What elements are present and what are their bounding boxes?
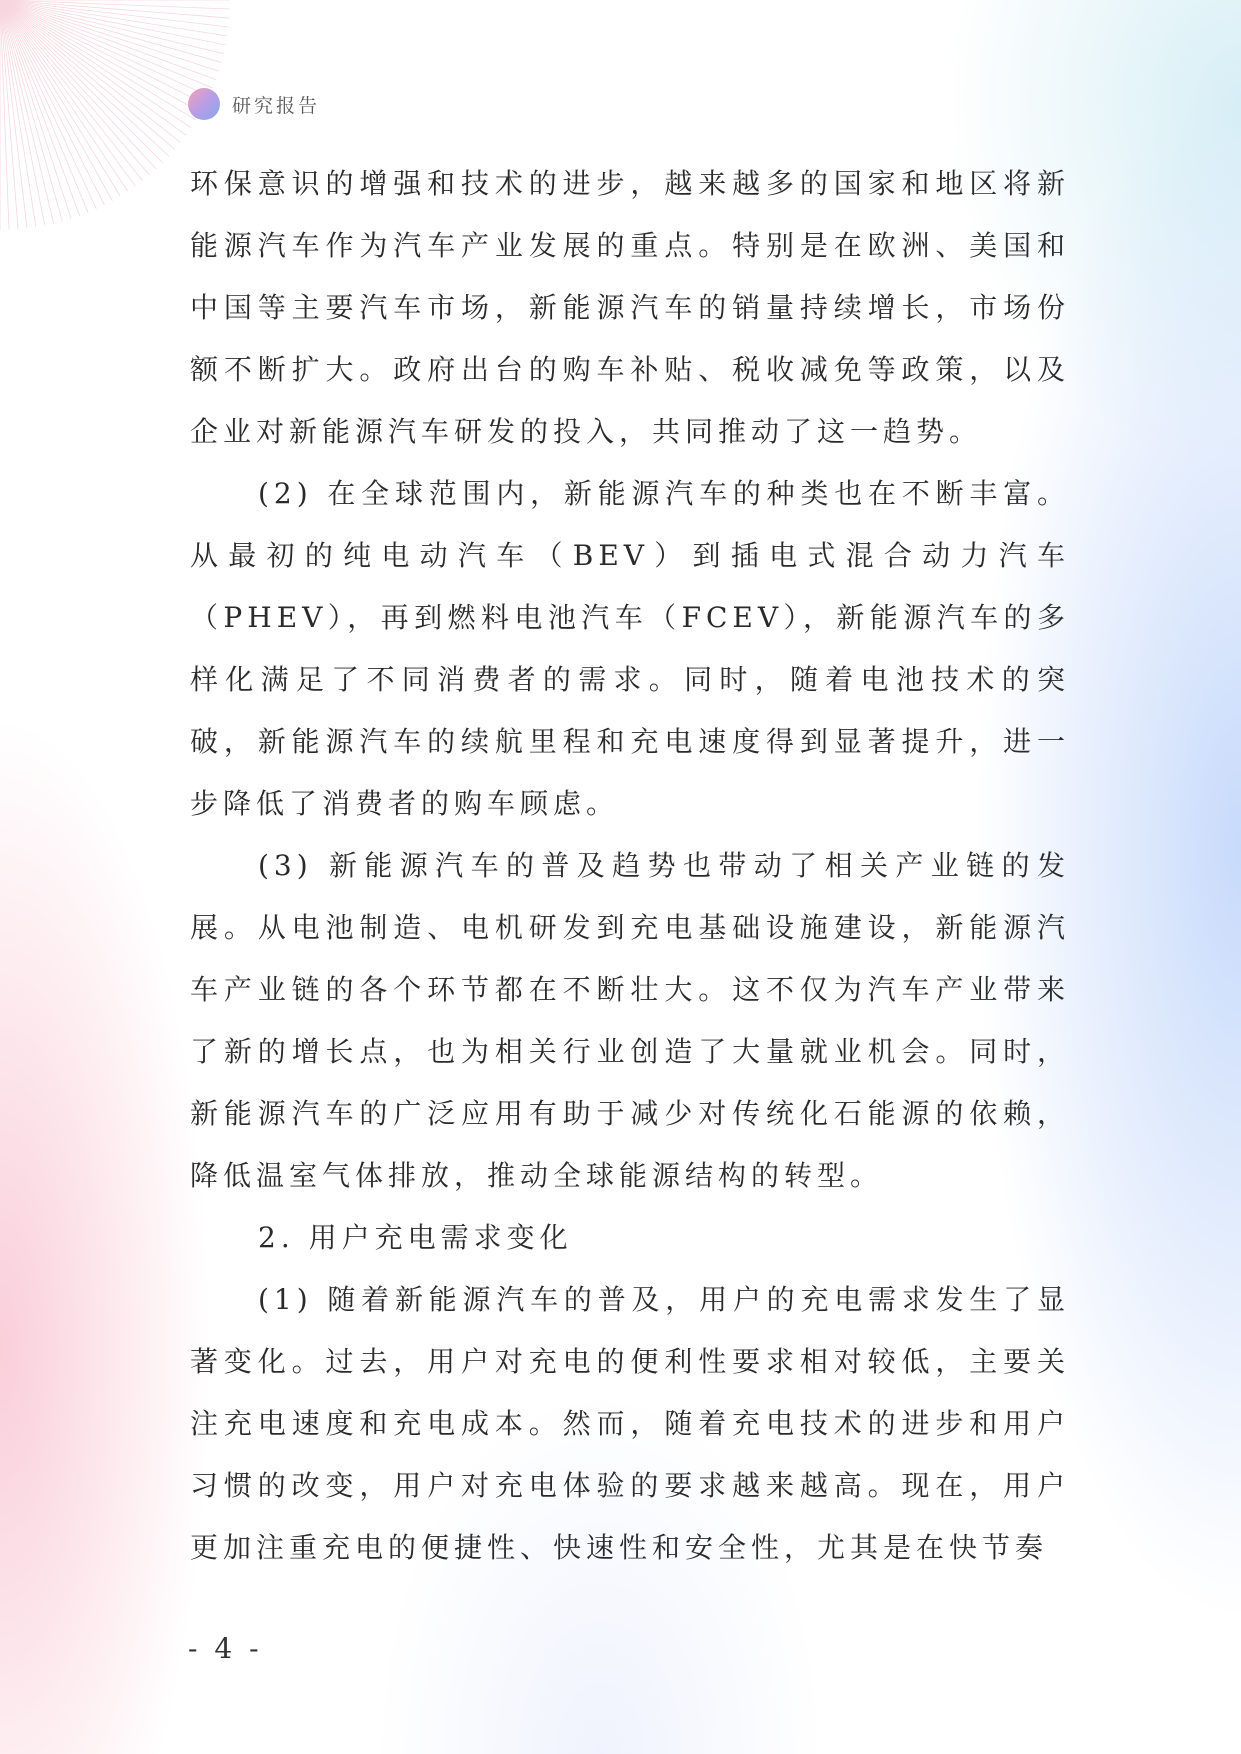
section-heading: 2. 用户充电需求变化 <box>258 1221 573 1254</box>
corner-line <box>0 0 112 201</box>
corner-line <box>0 0 36 227</box>
corner-line <box>0 0 9 230</box>
corner-line <box>0 0 201 112</box>
body-paragraph: (3) 新能源汽车的普及趋势也带动了相关产业链的发展。从电池制造、电机研发到充电基础设施建设，新能源汽车产业链的各个环节都在不断壮大。这不仅为汽车产业带来了新的增长点，也为相关行业创造了大量就业机会。同时，新能源汽车的广泛应用有助于减少对传统化石能源的依赖，降低温室气体排放，推动全球能源结构的转型。 <box>190 849 1070 1192</box>
corner-line <box>0 0 163 163</box>
report-header <box>188 88 320 120</box>
corner-line <box>0 0 227 36</box>
body-paragraph: (2) 在全球范围内，新能源汽车的种类也在不断丰富。从最初的纯电动汽车（BEV）到插电式混合动力汽车（PHEV），再到燃料电池汽车（FCEV），新能源汽车的多样化满足了不同消费者的需求。同时，随着电池技术的突破，新能源汽车的续航里程和充电速度得到显著提升，进一步降低了消费者的购车顾虑。 <box>190 477 1070 820</box>
body-paragraph: (1) 随着新能源汽车的普及，用户的充电需求发生了显著变化。过去，用户对充电的便利性要求相对较低，主要关注充电速度和充电成本。然而，随着充电技术的进步和用户习惯的改变，用户对充电体验的要求越来越高。现在，用户更加注重充电的便捷性、快速性和安全性，尤其是在快节奏 <box>190 1283 1070 1564</box>
page-number: - 4 - <box>188 1632 263 1665</box>
body-paragraph: 环保意识的增强和技术的进步，越来越多的国家和地区将新能源汽车作为汽车产业发展的重点。特别是在欧洲、美国和中国等主要汽车市场，新能源汽车的销量持续增长，市场份额不断扩大。政府出台的购车补贴、税收减免等政策，以及企业对新能源汽车研发的投入，共同推动了这一趋势。 <box>190 167 1070 448</box>
corner-line <box>0 0 229 18</box>
corner-line <box>0 0 149 175</box>
corner-line <box>0 0 216 80</box>
corner-line <box>0 0 120 196</box>
corner-line <box>0 0 205 104</box>
corner-line <box>0 0 196 120</box>
corner-line <box>0 0 18 229</box>
corner-line <box>0 0 104 205</box>
corner-line <box>0 0 175 149</box>
corner-line <box>0 0 80 216</box>
header-title: 研究报告 <box>232 94 321 117</box>
report-logo <box>188 88 220 120</box>
corner-line <box>0 0 230 9</box>
document-body <box>190 153 1070 1579</box>
